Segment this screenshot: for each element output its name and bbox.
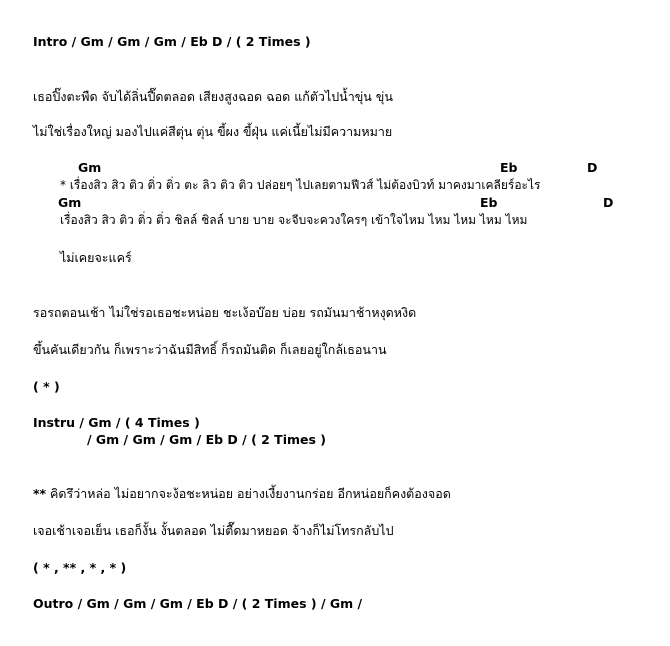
repeat-chorus-marker: ( * )	[33, 379, 60, 394]
verse1-line1: เธอปิ๊งตะพืด จับได้ลิ่นปี๊ดตลอด เสียงสูงฉอด ฉอด แก้ตัวไปน้ำขุ่น ขุ่น	[33, 89, 393, 104]
chord-gm: Gm	[58, 195, 82, 210]
intro-line: Intro / Gm / Gm / Gm / Eb D / ( 2 Times )	[33, 34, 311, 49]
chorus-lyric2: เรื่องสิว สิว ติว ติ่ว ติ่ว ชิลล์ ชิลล์ บาย บาย จะจีบจะควงใครๆ เข้าใจไหม ไหม ไหม ไหม ไหม	[60, 213, 528, 227]
bridge-line2: เจอเช้าเจอเย็น เธอก็งั้น งั้นตลอด ไม่ตื๊ดมาหยอด จ้างก็ไม่โทรกลับไป	[33, 523, 394, 538]
sequence-line: ( * , ** , * , * )	[33, 560, 127, 575]
instru-line2: / Gm / Gm / Gm / Eb D / ( 2 Times )	[87, 432, 326, 447]
chord-d: D	[587, 160, 598, 175]
bridge-line1	[33, 486, 451, 502]
chorus-lyric3: ไม่เคยจะแคร์	[60, 250, 132, 265]
chord-gm: Gm	[78, 160, 102, 175]
chord-eb: Eb	[500, 160, 518, 175]
bridge-marker: **	[33, 486, 47, 501]
verse2-line1: รอรถตอนเช้า ไม่ใช่รอเธอชะหน่อย ชะเง้อบ๊อย บ่อย รถมันมาช้าหงุดหงิด	[33, 305, 417, 320]
chorus-lyric1: * เรื่องสิว สิว ติว ติ่ว ติ่ว ตะ ลิว ติว ติว ปล่อยๆ ไปเลยตามฟีวส์ ไม่ต้องบิวท์ มาคงมาเคลียร์อะไร	[60, 178, 541, 192]
chord-d: D	[603, 195, 614, 210]
instru-line1: Instru / Gm / ( 4 Times )	[33, 415, 200, 430]
outro-line: Outro / Gm / Gm / Gm / Eb D / ( 2 Times ) / Gm /	[33, 596, 363, 611]
chord-eb: Eb	[480, 195, 498, 210]
verse1-line2: ไม่ใช่เรื่องใหญ่ มองไปแค่สีตุ่น ตุ่น ขี้ผง ขี้ฝุ่น แค่เนี้ยไม่มีความหมาย	[33, 124, 393, 139]
bridge-line1-text: คิดรึว่าหล่อ ไม่อยากจะง้อชะหน่อย อย่างเงี้ยงานกร่อย อีกหน่อยก็คงต้องจอด	[46, 486, 451, 501]
verse2-line2: ขึ้นคันเดียวกัน ก็เพราะว่าฉันมีสิทธิ์ ก็รถมันติด ก็เลยอยู่ใกล้เธอนาน	[33, 342, 387, 357]
